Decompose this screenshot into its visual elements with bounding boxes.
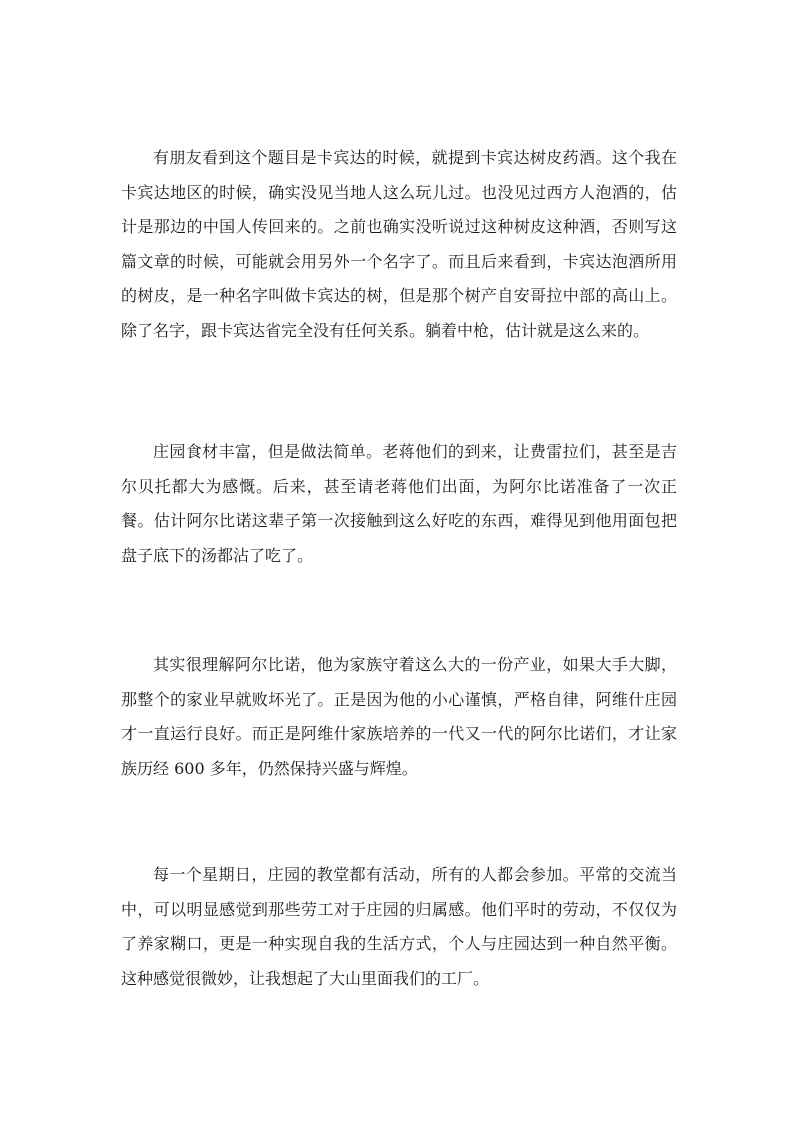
paragraph-sunday-church — [121, 858, 677, 996]
paragraph-line: 庄园食材丰富，但是做法简单。老蒋他们的到来，让费雷拉们，甚至是吉 — [153, 442, 677, 461]
paragraph-line: 的树皮，是一种名字叫做卡宾达的树，但是那个树产自安哥拉中部的高山上。 — [121, 286, 677, 306]
paragraph-line: 卡宾达地区的时候，确实没见当地人这么玩儿过。也没见过西方人泡酒的，估 — [121, 182, 677, 202]
paragraph-line: 篇文章的时候，可能就会用另外一个名字了。而且后来看到，卡宾达泡酒所用 — [121, 251, 677, 271]
paragraph-line: 其实很理解阿尔比诺，他为家族守着这么大的一份产业，如果大手大脚， — [153, 655, 677, 674]
paragraph-line: 那整个的家业早就败坏光了。正是因为他的小心谨慎，严格自律，阿维什庄园 — [121, 689, 677, 709]
paragraph-line: 除了名字，跟卡宾达省完全没有任何关系。躺着中枪，估计就是这么来的。 — [121, 320, 650, 340]
paragraph-estate-food — [121, 435, 677, 573]
paragraph-line: 才一直运行良好。而正是阿维什家族培养的一代又一代的阿尔比诺们，才让家 — [121, 724, 677, 744]
paragraph-line: 有朋友看到这个题目是卡宾达的时候，就提到卡宾达树皮药酒。这个我在 — [153, 148, 677, 167]
paragraph-line: 尔贝托都大为感慨。后来，甚至请老蒋他们出面，为阿尔比诺准备了一次正 — [121, 476, 677, 496]
paragraph-line: 计是那边的中国人传回来的。之前也确实没听说过这种树皮这种酒，否则写这 — [121, 217, 677, 237]
paragraph-cabinda-bark-wine — [121, 141, 677, 349]
paragraph-line: 盘子底下的汤都沾了吃了。 — [121, 545, 314, 565]
paragraph-line: 了养家糊口，更是一种实现自我的生活方式，个人与庄园达到一种自然平衡。 — [121, 934, 677, 954]
paragraph-line: 中，可以明显感觉到那些劳工对于庄园的归属感。他们平时的劳动，不仅仅为 — [121, 899, 677, 919]
paragraph-line: 餐。估计阿尔比诺这辈子第一次接触到这么好吃的东西，难得见到他用面包把 — [121, 511, 677, 531]
paragraph-line: 每一个星期日，庄园的教堂都有活动，所有的人都会参加。平常的交流当 — [153, 865, 677, 884]
paragraph-line: 族历经 600 多年，仍然保持兴盛与辉煌。 — [121, 758, 418, 778]
paragraph-albino-family — [121, 648, 677, 786]
paragraph-line: 这种感觉很微妙，让我想起了大山里面我们的工厂。 — [121, 968, 490, 988]
